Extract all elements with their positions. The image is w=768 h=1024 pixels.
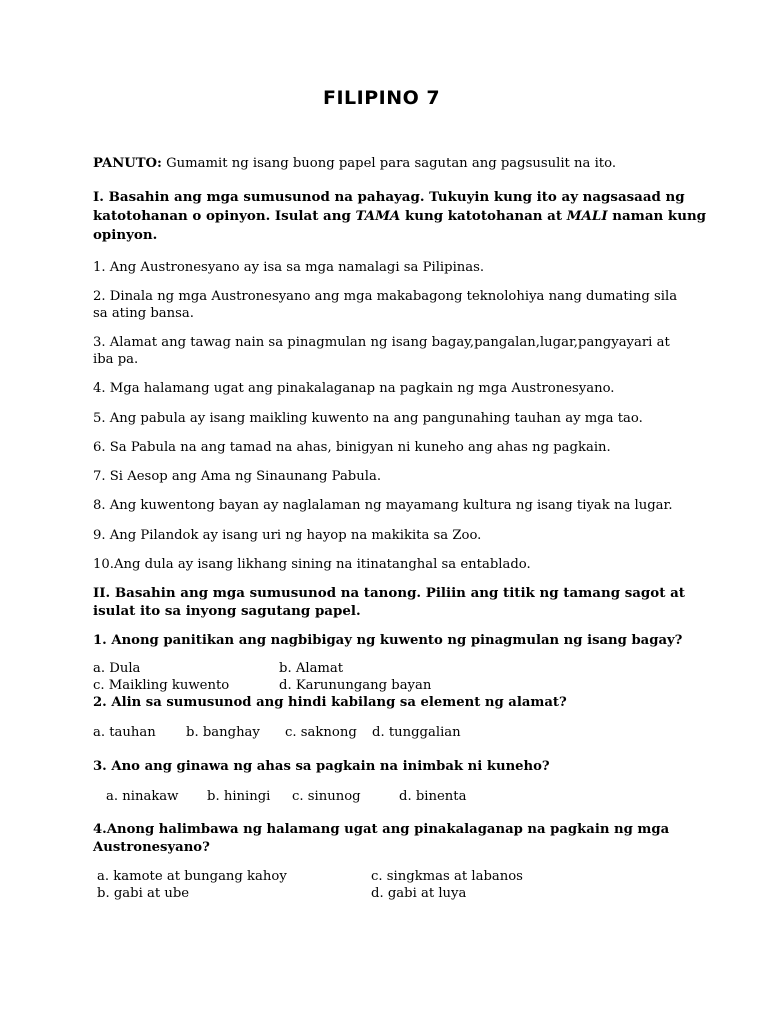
q2-option-c: c. saknong bbox=[285, 725, 357, 740]
q2-option-b: b. banghay bbox=[186, 725, 260, 740]
statement-1: 1. Ang Austronesyano ay isa sa mga namalagi sa Pilipinas. bbox=[93, 260, 485, 275]
page-title: FILIPINO 7 bbox=[323, 87, 441, 109]
q2-option-a: a. tauhan bbox=[93, 725, 156, 740]
question-2: 2. Alin sa sumusunod ang hindi kabilang sa element ng alamat? bbox=[93, 695, 567, 710]
statement-10: 10.Ang dula ay isang likhang sining na itinatanghal sa entablado. bbox=[93, 557, 531, 572]
part1-heading-text-b: kung katotohanan at bbox=[400, 208, 567, 224]
statement-7: 7. Si Aesop ang Ama ng Sinaunang Pabula. bbox=[93, 469, 382, 484]
q3-option-d: d. binenta bbox=[399, 789, 467, 804]
question-4-line1: 4.Anong halimbawa ng halamang ugat ang pinakalaganap na pagkain ng mga bbox=[93, 822, 670, 837]
statement-3: 3. Alamat ang tawag nain sa pinagmulan ng isang bagay,pangalan,lugar,pangyayari at bbox=[93, 335, 670, 350]
statement-2: 2. Dinala ng mga Austronesyano ang mga makabagong teknolohiya nang dumating sila bbox=[93, 289, 678, 304]
statement-6: 6. Sa Pabula na ang tamad na ahas, binigyan ni kuneho ang ahas ng pagkain. bbox=[93, 440, 611, 455]
q4-option-b: b. gabi at ube bbox=[97, 886, 190, 901]
instructions bbox=[93, 156, 616, 171]
q1-option-d: d. Karunungang bayan bbox=[279, 678, 432, 693]
q3-option-c: c. sinunog bbox=[292, 789, 361, 804]
question-4-line2: Austronesyano? bbox=[93, 840, 210, 855]
q2-option-d: d. tunggalian bbox=[372, 725, 461, 740]
statement-9: 9. Ang Pilandok ay isang uri ng hayop na makikita sa Zoo. bbox=[93, 528, 482, 543]
q1-option-c: c. Maikling kuwento bbox=[93, 678, 230, 693]
q1-option-a: a. Dula bbox=[93, 661, 141, 676]
q4-option-a: a. kamote at bungang kahoy bbox=[97, 869, 287, 884]
part2-heading-line2: isulat ito sa inyong sagutang papel. bbox=[93, 603, 361, 619]
part1-heading-mali: MALI bbox=[566, 208, 608, 224]
statement-8: 8. Ang kuwentong bayan ay naglalaman ng mayamang kultura ng isang tiyak na lugar. bbox=[93, 498, 673, 513]
part1-heading-text-a: katotohanan o opinyon. Isulat ang bbox=[93, 208, 356, 224]
statement-3-cont: iba pa. bbox=[93, 352, 139, 367]
statement-2-cont: sa ating bansa. bbox=[93, 306, 194, 321]
instructions-label: PANUTO: bbox=[93, 156, 162, 171]
q3-option-a: a. ninakaw bbox=[106, 789, 179, 804]
part1-heading-line3: opinyon. bbox=[93, 227, 158, 243]
q4-option-d: d. gabi at luya bbox=[371, 886, 467, 901]
question-1: 1. Anong panitikan ang nagbibigay ng kuwento ng pinagmulan ng isang bagay? bbox=[93, 633, 683, 648]
q1-option-b: b. Alamat bbox=[279, 661, 344, 676]
instructions-text: Gumamit ng isang buong papel para sagutan ang pagsusulit na ito. bbox=[161, 156, 617, 171]
part1-heading-line1: I. Basahin ang mga sumusunod na pahayag. Tukuyin kung ito ay nagsasaad ng bbox=[93, 189, 685, 205]
part2-heading-line1: II. Basahin ang mga sumusunod na tanong. Piliin ang titik ng tamang sagot at bbox=[93, 585, 685, 601]
statement-4: 4. Mga halamang ugat ang pinakalaganap na pagkain ng mga Austronesyano. bbox=[93, 381, 615, 396]
q4-option-c: c. singkmas at labanos bbox=[371, 869, 523, 884]
part1-heading-text-c: naman kung bbox=[607, 208, 707, 224]
q3-option-b: b. hiningi bbox=[207, 789, 271, 804]
part1-heading-line2 bbox=[93, 208, 706, 224]
statement-5: 5. Ang pabula ay isang maikling kuwento na ang pangunahing tauhan ay mga tao. bbox=[93, 411, 643, 426]
part1-heading-tama: TAMA bbox=[355, 208, 401, 224]
question-3: 3. Ano ang ginawa ng ahas sa pagkain na inimbak ni kuneho? bbox=[93, 759, 550, 774]
